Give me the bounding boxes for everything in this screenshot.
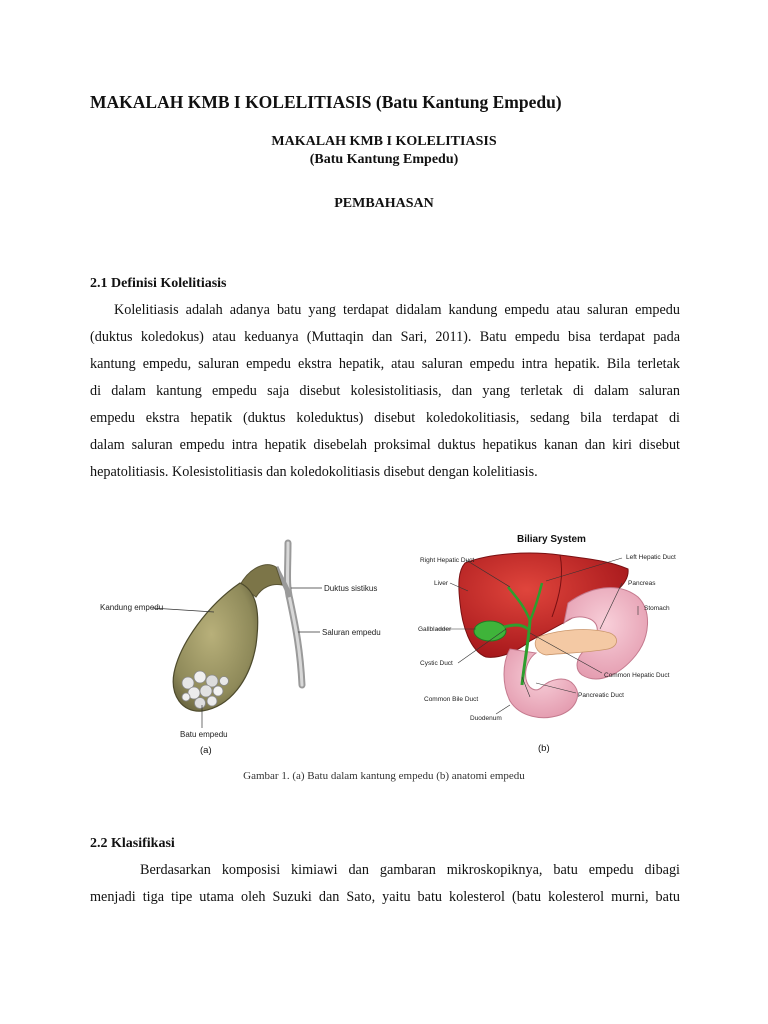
paragraph-line: (duktus koledokus) atau keduanya (Muttaqin dan Sari, 2011). Batu empedu bisa terdapat pada [90, 329, 680, 345]
label-saluran-empedu: Saluran empedu [322, 628, 381, 637]
label-batu-empedu: Batu empedu [180, 730, 228, 739]
label-duodenum: Duodenum [470, 715, 502, 722]
label-panel-b: (b) [538, 743, 550, 754]
label-duktus-sistikus: Duktus sistikus [324, 584, 378, 593]
figure-biliary [90, 525, 690, 795]
label-biliary-system: Biliary System [517, 534, 586, 545]
paragraph-line: kantung empedu, saluran empedu ekstra hepatik, atau saluran empedu intra hepatik. Bila terletak [90, 356, 680, 372]
section-1-paragraph [90, 297, 680, 486]
label-kandung-empedu: Kandung empedu [100, 603, 164, 612]
label-stomach: Stomach [644, 605, 670, 612]
label-cystic-duct: Cystic Duct [420, 660, 453, 667]
section-2-heading: 2.2 Klasifikasi [90, 836, 175, 851]
paragraph-line: hepatolitiasis. Kolesistolitiasis dan koledokolitiasis disebut dengan kolelitiasis. [90, 464, 538, 480]
figure-caption: Gambar 1. (a) Batu dalam kantung empedu (b) anatomi empedu [243, 770, 525, 782]
label-common-hepatic-duct: Common Hepatic Duct [604, 672, 670, 679]
paragraph-line: Kolelitiasis adalah adanya batu yang terdapat didalam kandung empedu atau saluran empedu [114, 302, 680, 318]
heading-line-2: (Batu Kantung Empedu) [309, 152, 459, 167]
document-title: MAKALAH KMB I KOLELITIASIS (Batu Kantung Empedu) [90, 92, 562, 112]
label-gallbladder: Gallbladder [418, 626, 452, 633]
label-right-hepatic-duct: Right Hepatic Duct [420, 557, 475, 564]
label-common-bile-duct: Common Bile Duct [424, 696, 479, 703]
heading-line-1: MAKALAH KMB I KOLELITIASIS [271, 134, 497, 149]
paragraph-line: empedu ekstra hepatik (duktus koleduktus) disebut koledokolitiasis, sedang bila terdapat di [90, 410, 680, 426]
paragraph-line: di dalam kantung empedu saja disebut kolesistolitiasis, dan yang terletak di dalam saluran [90, 383, 680, 399]
paragraph-line: dalam saluran empedu intra hepatik disebelah proksimal duktus hepatikus kanan dan kiri disebut [90, 437, 680, 453]
paragraph-line: menjadi tiga tipe utama oleh Suzuki dan Sato, yaitu batu kolesterol (batu kolesterol murni, batu [90, 889, 680, 905]
subheading: PEMBAHASAN [334, 196, 434, 211]
label-liver: Liver [434, 580, 449, 587]
section-1-heading: 2.1 Definisi Kolelitiasis [90, 276, 227, 291]
panel-a-illustration [152, 543, 322, 728]
section-2-paragraph [90, 857, 680, 911]
label-pancreas: Pancreas [628, 580, 656, 587]
figure-illustration [90, 525, 690, 765]
label-left-hepatic-duct: Left Hepatic Duct [626, 554, 676, 561]
paragraph-line: Berdasarkan komposisi kimiawi dan gambaran mikroskopiknya, batu empedu dibagi [140, 862, 680, 878]
label-pancreatic-duct: Pancreatic Duct [578, 692, 624, 699]
label-panel-a: (a) [200, 745, 212, 756]
